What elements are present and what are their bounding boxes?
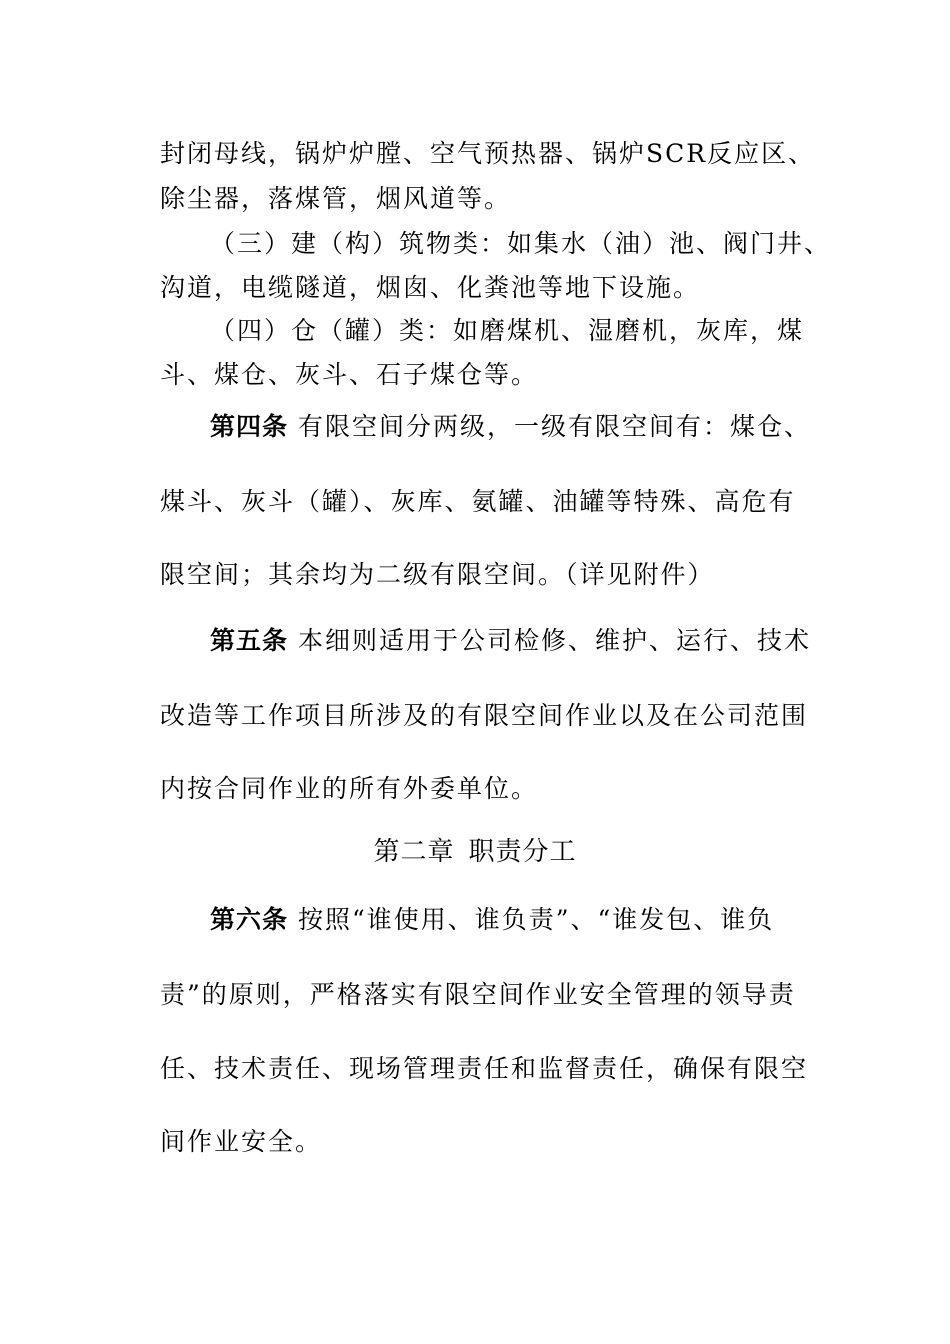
article-4-line-1	[210, 409, 850, 445]
article-6-text: 按照“谁使用、谁负责”、“谁发包、谁负	[297, 905, 775, 934]
article-5-text: 本细则适用于公司检修、维护、运行、技术	[297, 626, 811, 655]
article-6-line-2: 责”的原则，严格落实有限空间作业安全管理的领导责	[160, 980, 796, 1009]
article-6-line-1	[210, 902, 850, 938]
article-5-label: 第五条	[210, 626, 289, 655]
list-continuation-line-2: 除尘器，落煤管，烟风道等。	[160, 184, 512, 213]
chapter-heading	[0, 834, 950, 870]
article-4-line-3: 限空间；其余均为二级有限空间。（详见附件）	[160, 560, 715, 589]
chapter-title: 职责分工	[468, 837, 577, 867]
item-4-line-2: 斗、煤仓、灰斗、石子煤仓等。	[160, 360, 539, 389]
item-4-line-1: （四）仓（罐）类：如磨煤机、湿磨机，灰库，煤	[210, 316, 805, 345]
chapter-number: 第二章	[373, 837, 455, 867]
item-3-line-1: （三）建（构）筑物类：如集水（油）池、阀门井、	[210, 229, 832, 258]
list-continuation-line-1: 封闭母线，锅炉炉膛、空气预热器、锅炉SCR反应区、	[160, 139, 816, 168]
article-4-line-2: 煤斗、灰斗（罐）、灰库、氨罐、油罐等特殊、高危有	[160, 487, 796, 516]
article-6-label: 第六条	[210, 905, 289, 934]
article-4-label: 第四条	[210, 412, 289, 441]
article-6-line-3: 任、技术责任、现场管理责任和监督责任，确保有限空	[160, 1054, 809, 1083]
article-5-line-1	[210, 623, 850, 659]
item-3-line-2: 沟道，电缆隧道，烟囱、化粪池等地下设施。	[160, 273, 701, 302]
article-4-text: 有限空间分两级，一级有限空间有：煤仓、	[297, 412, 811, 441]
article-5-line-2: 改造等工作项目所涉及的有限空间作业以及在公司范围	[160, 701, 809, 730]
article-6-line-4: 间作业安全。	[160, 1127, 323, 1156]
article-5-line-3: 内按合同作业的所有外委单位。	[160, 774, 539, 803]
